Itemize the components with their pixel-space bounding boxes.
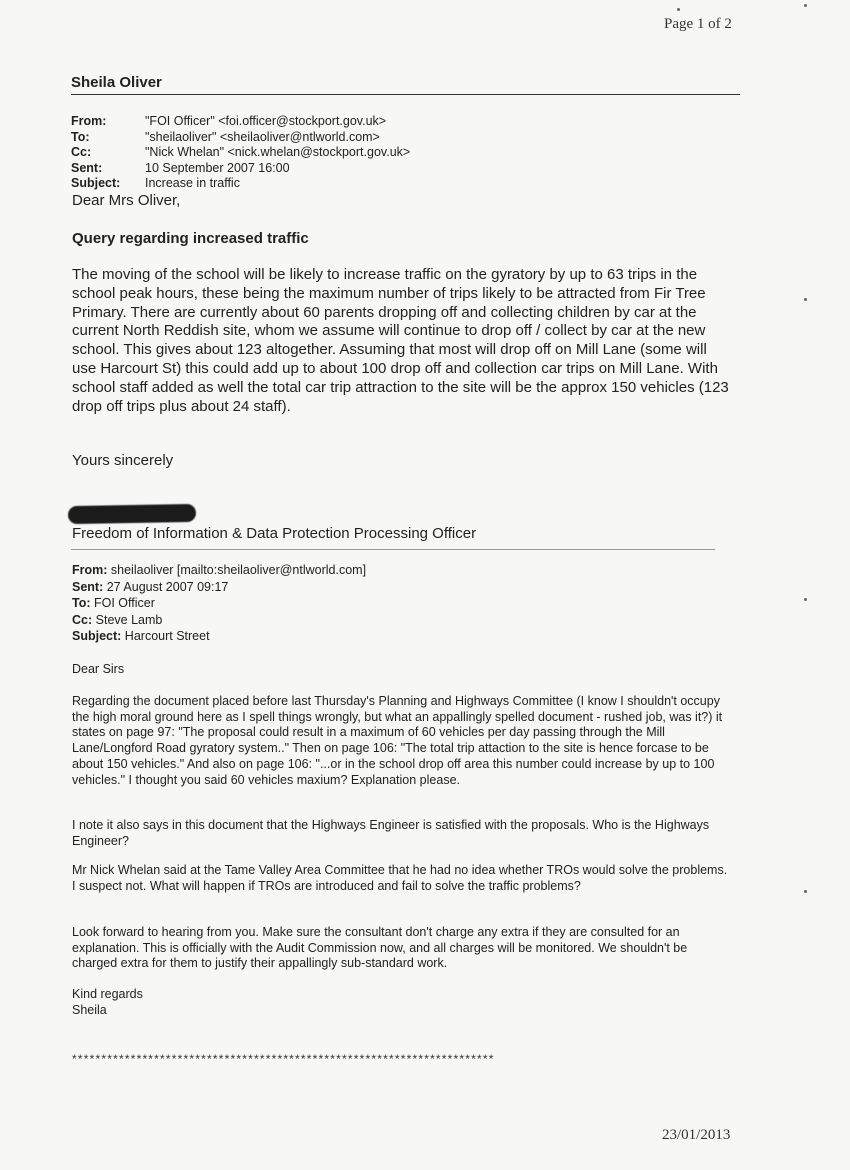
from-label: From: (71, 114, 107, 128)
sent-value: 10 September 2007 16:00 (145, 160, 290, 175)
orig-to-label: To: (72, 596, 91, 610)
orig-sent-value: 27 August 2007 09:17 (106, 579, 229, 594)
orig-subject-value: Harcourt Street (124, 629, 210, 643)
email2-name: Sheila (72, 1003, 107, 1017)
asterisk-separator: ************************************************************************ (72, 1052, 495, 1066)
orig-subject-label: Subject: (72, 629, 122, 643)
email2-headers (72, 562, 366, 645)
scan-speck (804, 598, 807, 601)
redacted-signature (68, 504, 196, 524)
signature-title: Freedom of Information & Data Protection Processing Officer (72, 525, 477, 542)
mailbox-owner: Sheila Oliver (71, 74, 162, 91)
signature-divider (71, 549, 715, 550)
email2-paragraph-3: Mr Nick Whelan said at the Tame Valley Area Committee that he had no idea whether TROs would solve the problems. I suspect not. What will happen if TROs are introduced and fail to solve the traffic problems? (72, 863, 728, 893)
orig-cc-label: Cc: (72, 612, 93, 627)
email1-body: The moving of the school will be likely to increase traffic on the gyratory by up to 63 trips in the school peak hours, these being the maximum number of trips likely to be attracted from Fir Tree Primary. There are currently about 60 parents dropping off and collecting children by car at the current North Reddish site, whom we assume will continue to drop off / collect by car at the new school. This gives about 123 altogether. Assuming that most will drop off on Mill Lane (some will use Harcourt St) this could add up to about 100 drop off and collection car trips on Mill Lane. With school staff added as well the total car trip attraction to the site will be the approx 150 vehicles (123 drop off trips plus about 24 staff). (72, 266, 729, 415)
email2-signoff: Kind regards (72, 987, 143, 1001)
scan-speck (804, 890, 807, 893)
scan-speck (804, 4, 807, 7)
to-value: "sheilaoliver" <sheilaoliver@ntlworld.com> (145, 129, 380, 144)
email2-paragraph-2: I note it also says in this document that the Highways Engineer is satisfied with the proposals. Who is the Highways Engineer? (72, 818, 710, 848)
orig-to-value: FOI Officer (94, 596, 155, 610)
orig-sent-label: Sent: (72, 579, 104, 594)
email2-greeting: Dear Sirs (72, 662, 125, 676)
owner-divider (71, 94, 740, 95)
subject-value: Increase in traffic (145, 176, 240, 190)
email2-paragraph-4: Look forward to hearing from you. Make sure the consultant don't charge any extra if they are consulted for an explanation. This is officially with the Audit Commission now, and all charges will be monitored. We shouldn't be charged extra for them to justify their appallingly sub-standard work. (72, 925, 688, 971)
orig-from-label: From: (72, 563, 108, 577)
to-label: To: (71, 129, 90, 144)
email2-paragraph-1: Regarding the document placed before last Thursday's Planning and Highways Committee (I know I shouldn't occupy the high moral ground here as I spell things wrongly, but what an appallingly spelled document - rushed job, was it?) it states on page 97: "The proposal could result in a maximum of 60 vehicles per day passing through the Mill Lane/Longford Road gyratory system.." Then on page 106: "The total trip attaction to the site is hence forcase to be about 150 vehicles." And also on page 106: "...or in the school drop off area this number could increase by up to 100 vehicles." I thought you said 60 vehicles maxium? Explanation please. (72, 694, 723, 787)
cc-value: "Nick Whelan" <nick.whelan@stockport.gov.uk> (145, 145, 411, 159)
from-value: "FOI Officer" <foi.officer@stockport.gov.uk> (145, 114, 387, 128)
orig-cc-value: Steve Lamb (95, 612, 163, 627)
email1-heading: Query regarding increased traffic (72, 230, 309, 247)
email1-greeting: Dear Mrs Oliver, (72, 192, 181, 209)
scan-speck (677, 8, 680, 11)
subject-label: Subject: (71, 176, 121, 190)
email1-closing: Yours sincerely (72, 452, 174, 469)
print-date: 23/01/2013 (662, 1127, 731, 1143)
scan-speck (804, 298, 807, 301)
page-number: Page 1 of 2 (664, 16, 732, 32)
sent-label: Sent: (71, 160, 103, 175)
cc-label: Cc: (71, 145, 92, 159)
orig-from-value: sheilaoliver [mailto:sheilaoliver@ntlworld.com] (110, 563, 367, 577)
